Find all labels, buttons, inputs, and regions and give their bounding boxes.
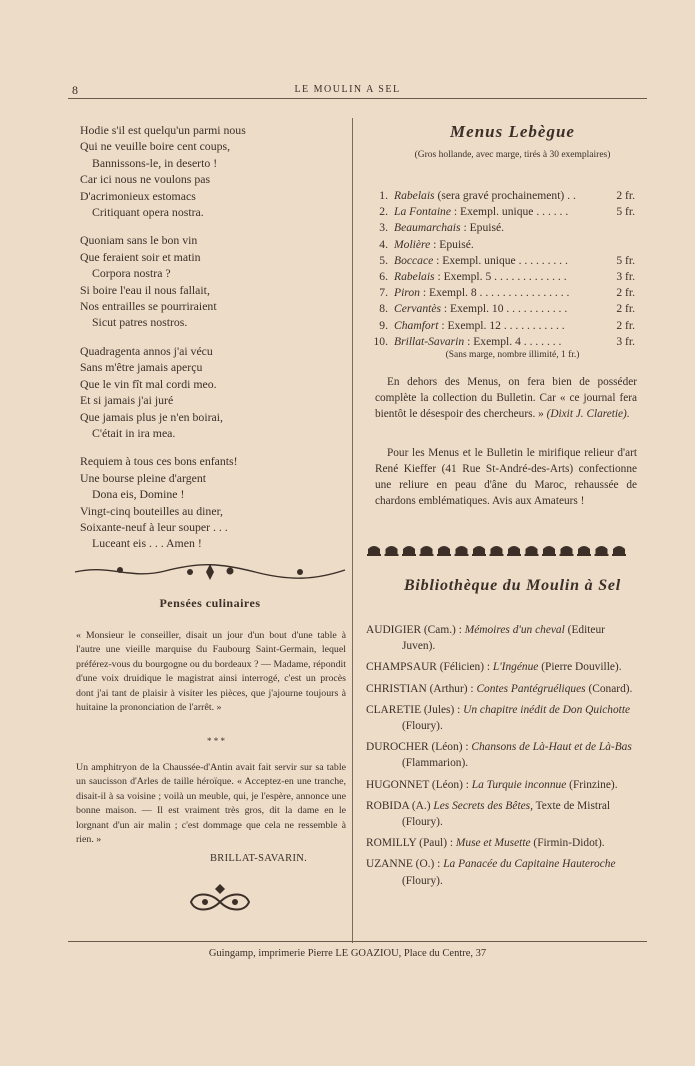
- poem-line: Nos entrailles se pourriraient: [80, 299, 217, 314]
- poem-line: Car ici nous ne voulons pas: [80, 172, 211, 187]
- menus-subtitle: (Gros hollande, avec marge, tirés à 30 exemplaires): [414, 150, 611, 160]
- menu-item-price: 2 fr.: [616, 302, 635, 316]
- ornament-motif: [490, 546, 504, 556]
- ornament-motif: [525, 546, 539, 556]
- menu-item-text: [394, 204, 601, 220]
- poem-line: C'était in ira mea.: [92, 425, 176, 440]
- menu-item-detail: : Exempl. 5 . . . . . . . . . . . . .: [434, 270, 567, 284]
- poem-line: Luceant eis . . . Amen !: [92, 536, 202, 551]
- entry-work: L'Ingénue: [492, 661, 539, 674]
- poem-line: Une bourse pleine d'argent: [80, 470, 207, 485]
- ornament-motif: [507, 546, 521, 556]
- menu-item-text: [394, 220, 601, 236]
- menu-item-price: [601, 220, 635, 236]
- asterism: * * *: [207, 736, 225, 746]
- menu-item-text: [394, 188, 601, 204]
- menu-item: [373, 301, 635, 317]
- menu-item-price: 3 fr.: [616, 334, 635, 348]
- floral-ornament-divider: [70, 560, 350, 582]
- poem-stanza: [80, 453, 340, 551]
- menu-item-author: Molière: [394, 237, 431, 251]
- poem-stanza: [80, 122, 340, 220]
- entry-author: CHAMPSAUR (Félicien) :: [366, 661, 491, 674]
- menu-item-author: Beaumarchais: [394, 221, 461, 235]
- menu-list: [373, 188, 635, 350]
- menu-item-price: 5 fr.: [616, 253, 635, 267]
- menu-item-detail: : Exempl. 4 . . . . . . .: [464, 334, 562, 348]
- ornament-motif: [612, 546, 626, 556]
- entry-author: DUROCHER (Léon) :: [366, 741, 469, 754]
- menus-note: (Sans marge, nombre illimité, 1 fr.): [445, 350, 580, 360]
- menu-item-price: 2 fr.: [616, 318, 635, 332]
- entry-publisher: (Editeur Juven).: [402, 624, 605, 653]
- entry-author: CHRISTIAN (Arthur) :: [366, 682, 474, 695]
- menu-item-author: Chamfort: [394, 318, 439, 332]
- menu-item-detail: : Epuisé.: [460, 221, 505, 235]
- menu-item-author: Cervantès: [394, 302, 442, 316]
- menu-item-number: 4.: [379, 237, 388, 251]
- bibliography-entry: [366, 835, 638, 851]
- menu-item-number: 7.: [379, 286, 388, 300]
- menu-item-text: [394, 285, 601, 301]
- menu-item-text: [394, 269, 601, 285]
- printer-footer: Guingamp, imprimerie Pierre LE GOAZIOU, Place du Centre, 37: [208, 948, 487, 959]
- bibliography-entry: [366, 856, 638, 888]
- poem-line: Sicut patres nostros.: [92, 315, 188, 330]
- entry-publisher: (Conard).: [585, 682, 633, 695]
- poem-line: Si boire l'eau il nous fallait,: [80, 282, 210, 297]
- menu-item: [373, 237, 635, 253]
- bibliography-entry: [366, 681, 638, 697]
- bibliography-entry: [366, 739, 638, 771]
- column-divider: [352, 118, 353, 943]
- menu-item-text: [394, 237, 601, 253]
- menu-item-detail: : Epuisé.: [430, 237, 474, 251]
- entry-publisher: (Flammarion).: [402, 757, 469, 770]
- ornament-motif: [455, 546, 469, 556]
- bibliography-entry: [366, 777, 638, 793]
- ornament-motif: [437, 546, 451, 556]
- ornament-motif: [542, 546, 556, 556]
- entry-publisher: (Pierre Douville).: [538, 661, 622, 674]
- menu-item-detail: : Exempl. 10 . . . . . . . . . . .: [441, 302, 568, 316]
- pensees-paragraph-1: « Monsieur le conseiller, disait un jour d'un bout d'une table à l'autre une vieille marquise du Faubourg Saint-Germain, lequel préférez-vous du bourgogne ou du bordeaux ? — Madame, répondit d'une voix druidique le magistrat ainsi interrogé, c'est un procès dont j'ai tant de plaisir à visiter les pièces, que j'ajourne toujours à huitaine la prononciation de l'arrêt. »: [76, 630, 346, 714]
- poem-line: Et si jamais j'ai juré: [80, 393, 174, 408]
- bibliotheque-title: Bibliothèque du Moulin à Sel: [403, 577, 622, 594]
- menus-title: Menus Lebègue: [450, 122, 575, 141]
- entry-work: Les Secrets des Bêtes,: [433, 799, 533, 812]
- entry-author: ROBIDA (A.): [366, 799, 431, 812]
- menu-item-number: 5.: [379, 253, 388, 267]
- menu-item-author: Brillat-Savarin: [394, 334, 465, 348]
- entry-work: Contes Pantégruéliques: [476, 682, 586, 695]
- bibliography-entry: [366, 659, 638, 675]
- fleuron-ornament: [185, 880, 255, 916]
- menu-item-number: 8.: [379, 302, 388, 316]
- entry-work: La Turquie inconnue: [471, 778, 567, 791]
- poem-line: Qui ne veuille boire cent coups,: [80, 139, 231, 154]
- menu-item-number: 2.: [379, 205, 388, 219]
- entry-publisher: (Floury).: [402, 874, 443, 887]
- ornament-row: [366, 543, 636, 557]
- menu-item: [373, 188, 635, 204]
- entry-work: Chansons de Là-Haut et de Là-Bas: [471, 741, 632, 754]
- poem-line: Dona eis, Domine !: [92, 487, 185, 502]
- entry-work: Mémoires d'un cheval: [464, 624, 565, 636]
- poem-line: Vingt-cinq bouteilles au diner,: [80, 503, 223, 518]
- poem-line: Quoniam sans le bon vin: [80, 233, 198, 248]
- menu-item-detail: : Exempl. unique . . . . . . . . .: [433, 253, 568, 267]
- poem-line: Que le vin fît mal cordi meo.: [80, 376, 217, 391]
- entry-publisher: (Frinzine).: [566, 778, 618, 791]
- menu-item-text: [394, 334, 601, 350]
- poem-line: Sans m'être jamais aperçu: [80, 360, 203, 375]
- menu-item-price: [601, 237, 635, 253]
- menu-item-detail: (sera gravé prochainement) . .: [434, 189, 576, 202]
- menu-item-number: 1.: [379, 189, 388, 202]
- menu-item: [373, 285, 635, 301]
- ornament-motif: [577, 546, 591, 556]
- poem-line: Quadragenta annos j'ai vécu: [80, 343, 213, 358]
- poem-line: Corpora nostra ?: [92, 266, 171, 281]
- poem-line: Bannissons-le, in deserto !: [92, 155, 218, 170]
- menus-paragraph-1-credit: (Dixit J. Claretie).: [546, 408, 630, 420]
- signature: BRILLAT-SAVARIN.: [210, 853, 308, 864]
- entry-work: La Panacée du Capitaine Hauteroche: [443, 858, 616, 871]
- entry-publisher: (Firmin-Didot).: [530, 837, 605, 850]
- menus-paragraph-1-text: En dehors des Menus, on fera bien de posséder complète la collection du Bulletin. Car « ce journal fera bientôt le désespoir des chercheurs. »: [375, 376, 637, 420]
- entry-author: ROMILLY (Paul) :: [366, 837, 454, 850]
- menu-item-price: 5 fr.: [616, 205, 635, 219]
- menu-item: [373, 269, 635, 285]
- menu-item-number: 6.: [379, 270, 388, 284]
- menu-item: [373, 318, 635, 334]
- menu-item-number: 3.: [379, 221, 388, 235]
- menu-item-detail: : Exempl. 12 . . . . . . . . . . .: [438, 318, 565, 332]
- page-number: 8: [72, 83, 78, 97]
- bibliography-entry: [366, 702, 638, 734]
- footer-rule: [68, 941, 647, 942]
- menu-item: [373, 334, 635, 350]
- menu-item-author: Boccace: [394, 253, 434, 267]
- menu-item-price: 2 fr.: [616, 189, 635, 202]
- menu-item-number: 10.: [373, 334, 388, 348]
- entry-work: Muse et Musette: [455, 837, 531, 850]
- entry-publisher: Texte de Mistral (Floury).: [402, 799, 611, 829]
- menu-item-text: [394, 301, 601, 317]
- ornament-motif: [472, 546, 486, 556]
- menu-item-price: 2 fr.: [616, 286, 635, 300]
- poem-line: Soixante-neuf à leur souper . . .: [80, 519, 228, 534]
- pensees-title: Pensées culinaires: [159, 596, 261, 610]
- ornament-motif: [595, 546, 609, 556]
- menu-item-author: Rabelais: [394, 270, 435, 284]
- menu-item-detail: : Exempl. 8 . . . . . . . . . . . . . . . .: [419, 286, 570, 300]
- menu-item-author: La Fontaine: [394, 205, 452, 219]
- ornament-motif: [420, 546, 434, 556]
- entry-work: Un chapitre inédit de Don Quichotte: [463, 703, 631, 716]
- menu-item-author: Piron: [394, 286, 420, 300]
- poem-line: Que feraient soir et matin: [80, 249, 201, 264]
- menus-paragraph-2: Pour les Menus et le Bulletin le mirifique relieur d'art René Kieffer (41 Rue St-André-des-Arts) confectionne une reliure en peau d'âne du Maroc, rehaussée de chardons emblématiques. Avis aux Amateurs !: [375, 447, 637, 507]
- poem-line: Que jamais plus je n'en boirai,: [80, 409, 223, 424]
- poem-line: Critiquant opera nostra.: [92, 205, 204, 220]
- bibliography-entry: [366, 622, 638, 654]
- menu-item-number: 9.: [379, 318, 388, 332]
- entry-author: HUGONNET (Léon) :: [366, 778, 469, 791]
- ornament-motif: [560, 546, 574, 556]
- poem-line: Hodie s'il est quelqu'un parmi nous: [80, 123, 246, 137]
- ornament-motif: [385, 546, 399, 556]
- menus-paragraph-1: [375, 374, 637, 422]
- menu-item-text: [394, 318, 601, 334]
- entry-author: CLARETIE (Jules) :: [366, 703, 461, 716]
- poem-stanza: [80, 343, 340, 441]
- bibliography-entry: [366, 798, 638, 830]
- entry-author: UZANNE (O.) :: [366, 858, 441, 871]
- poem-line: Requiem à tous ces bons enfants!: [80, 454, 238, 469]
- menu-item-price: 3 fr.: [616, 270, 635, 284]
- entry-publisher: (Floury).: [402, 720, 443, 733]
- header-rule: [68, 98, 647, 99]
- menu-item: [373, 204, 635, 220]
- ornament-motif: [402, 546, 416, 556]
- poem-line: D'acrimonieux estomacs: [80, 188, 196, 203]
- pensees-paragraph-2: Un amphitryon de la Chaussée-d'Antin avait fait servir sur sa table un saucisson d'Arles de taille héroïque. « Acceptez-en une tranche, disait-il à sa voisine ; voilà un meuble, qui, je l'espère, annonce une bonne maison. — Il est vraiment très gros, dit la dame en le lorgnant d'un air malin ; c'est dommage que cela ne ressemble à rien. »: [76, 762, 346, 846]
- menu-item-detail: : Exempl. unique . . . . . .: [451, 205, 569, 219]
- menu-item-author: Rabelais: [394, 189, 435, 202]
- bibliotheque-list: [366, 622, 638, 894]
- menu-item: [373, 220, 635, 236]
- entry-author: AUDIGIER (Cam.) :: [366, 624, 462, 636]
- menu-item: [373, 253, 635, 269]
- ornament-motif: [367, 546, 381, 556]
- menu-item-text: [394, 253, 601, 269]
- poem-stanza: [80, 232, 340, 330]
- running-title: LE MOULIN A SEL: [294, 84, 401, 95]
- poem: [80, 122, 340, 564]
